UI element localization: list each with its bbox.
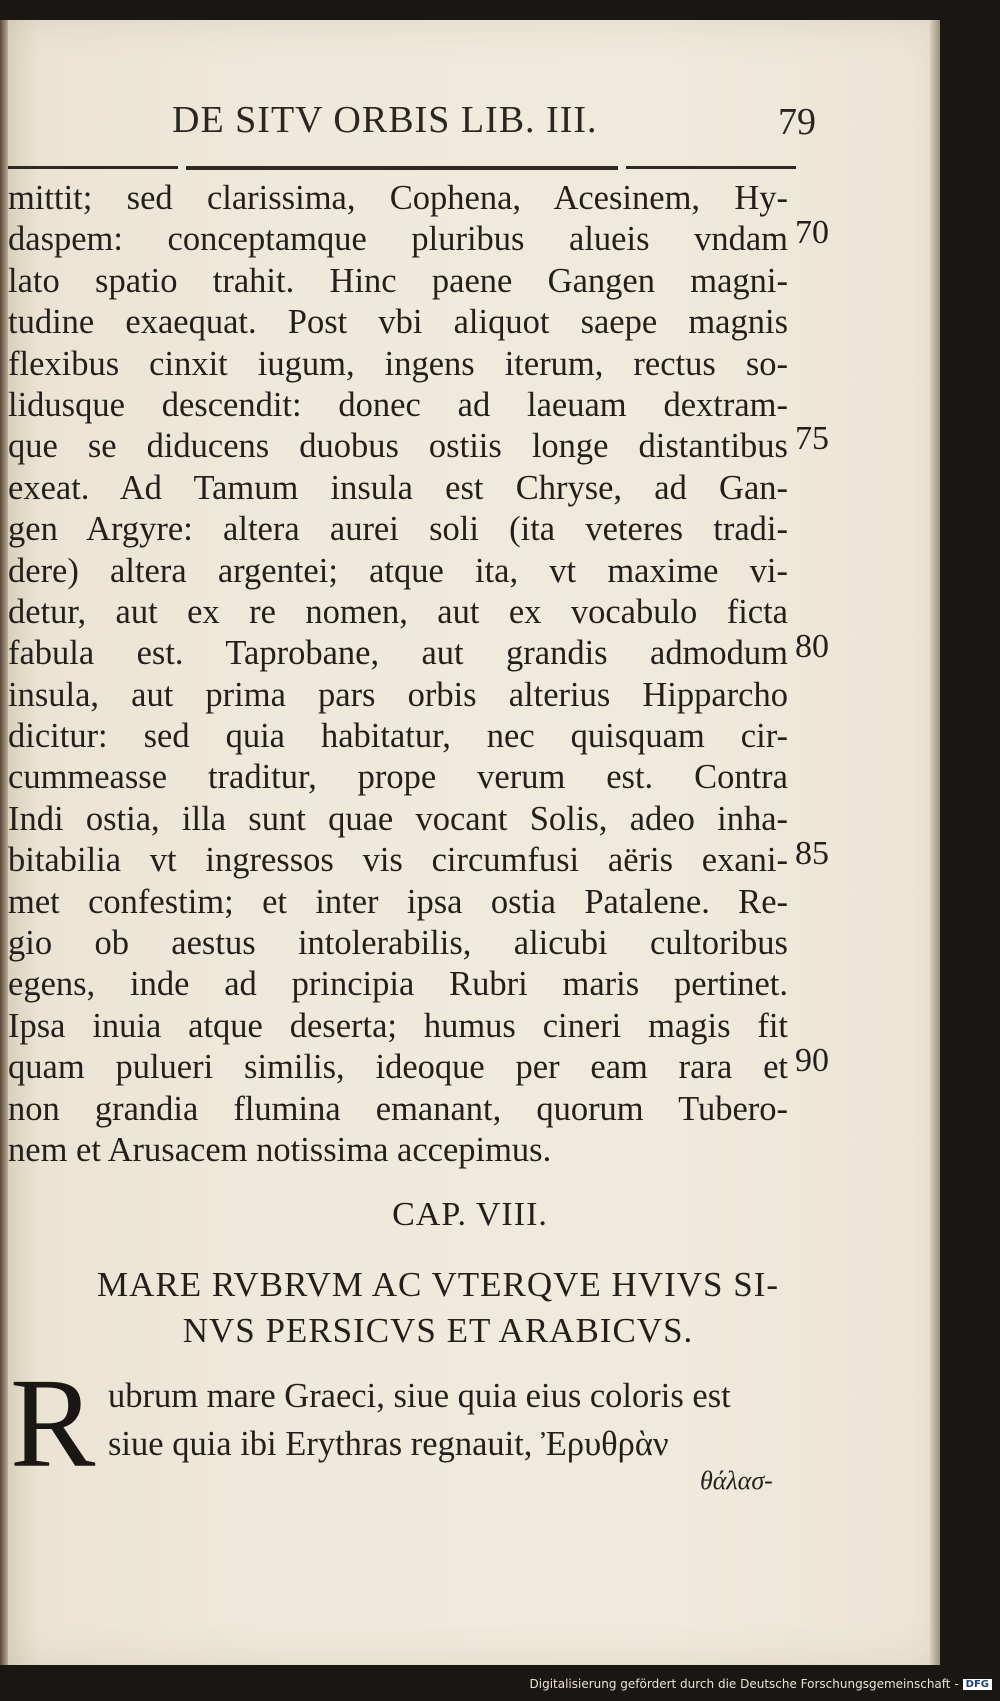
page-number: 79 <box>778 101 816 143</box>
header-rule-left <box>8 166 178 169</box>
text-line: gio ob aestus intolerabilis, alicubi cultoribus <box>8 924 788 963</box>
text-line: met confestim; et inter ipsa ostia Patalene. Re- <box>8 882 788 921</box>
text-line: daspem: conceptamque pluribus alueis vndam <box>8 220 788 259</box>
text-line: Ipsa inuia atque deserta; humus cineri magis fit <box>8 1006 788 1045</box>
text-line: dicitur: sed quia habitatur, nec quisquam cir- <box>8 717 788 756</box>
text-line: lidusque descendit: donec ad laeuam dextram- <box>8 385 788 424</box>
dfg-logo: DFG <box>963 1679 992 1690</box>
credit-text: Digitalisierung gefördert durch die Deutsche Forschungsgemeinschaft - <box>529 1677 959 1691</box>
page-gutter-edge <box>0 20 8 1665</box>
chapter-heading: CAP. VIII. <box>392 1196 548 1233</box>
line-number: 80 <box>795 628 829 665</box>
page-fore-edge <box>930 20 940 1665</box>
text-line: bitabilia vt ingressos vis circumfusi aëris exani- <box>8 841 788 880</box>
running-head: DE SITV ORBIS LIB. III. <box>172 99 598 141</box>
main-text-block <box>8 178 788 1171</box>
text-line: ubrum mare Graeci, siue quia eius coloris est <box>108 1377 731 1415</box>
chapter-title <box>8 1262 868 1354</box>
text-line: insula, aut prima pars orbis alterius Hipparcho <box>8 675 788 714</box>
line-number: 75 <box>795 420 829 457</box>
text-line: quam pulueri similis, ideoque per eam rara et <box>8 1048 788 1087</box>
chapter-title-line: MARE RVBRVM AC VTERQVE HVIVS SI- <box>96 1265 780 1304</box>
text-line: egens, inde ad principia Rubri maris pertinet. <box>8 965 788 1004</box>
line-number: 70 <box>795 214 829 251</box>
page-header <box>0 98 940 148</box>
text-line: lato spatio trahit. Hinc paene Gangen magni- <box>8 261 788 300</box>
digitization-credit <box>530 1677 993 1691</box>
text-line: dere) altera argentei; atque ita, vt maxime vi- <box>8 551 788 590</box>
text-line: non grandia flumina emanant, quorum Tubero- <box>8 1089 788 1128</box>
text-line: gen Argyre: altera aurei soli (ita veteres tradi- <box>8 510 788 549</box>
text-line: exeat. Ad Tamum insula est Chryse, ad Gan- <box>8 468 788 507</box>
line-number: 85 <box>795 835 829 872</box>
drop-capital: R <box>10 1352 96 1494</box>
text-line: flexibus cinxit iugum, ingens iterum, rectus so- <box>8 344 788 383</box>
text-line: Indi ostia, illa sunt quae vocant Solis, adeo inha- <box>8 799 788 838</box>
header-rule-center <box>186 166 618 170</box>
text-line: detur, aut ex re nomen, aut ex vocabulo ficta <box>8 592 788 631</box>
header-rule-right <box>626 166 796 169</box>
opening-paragraph <box>108 1372 808 1468</box>
text-line: fabula est. Taprobane, aut grandis admodum <box>8 634 788 673</box>
text-line: siue quia ibi Erythras regnauit, Ἐρυθρὰν <box>108 1425 669 1463</box>
text-line: que se diducens duobus ostiis longe distantibus <box>8 427 788 466</box>
text-line: cummeasse traditur, prope verum est. Contra <box>8 758 788 797</box>
line-number: 90 <box>795 1042 829 1079</box>
text-line: tudine exaequat. Post vbi aliquot saepe magnis <box>8 303 788 342</box>
text-line: mittit; sed clarissima, Cophena, Acesinem, Hy- <box>8 179 788 217</box>
greek-text: θάλασ- <box>700 1466 773 1495</box>
chapter-title-line: NVS PERSICVS ET ARABICVS. <box>182 1311 694 1350</box>
text-line: nem et Arusacem notissima accepimus. <box>8 1130 552 1169</box>
